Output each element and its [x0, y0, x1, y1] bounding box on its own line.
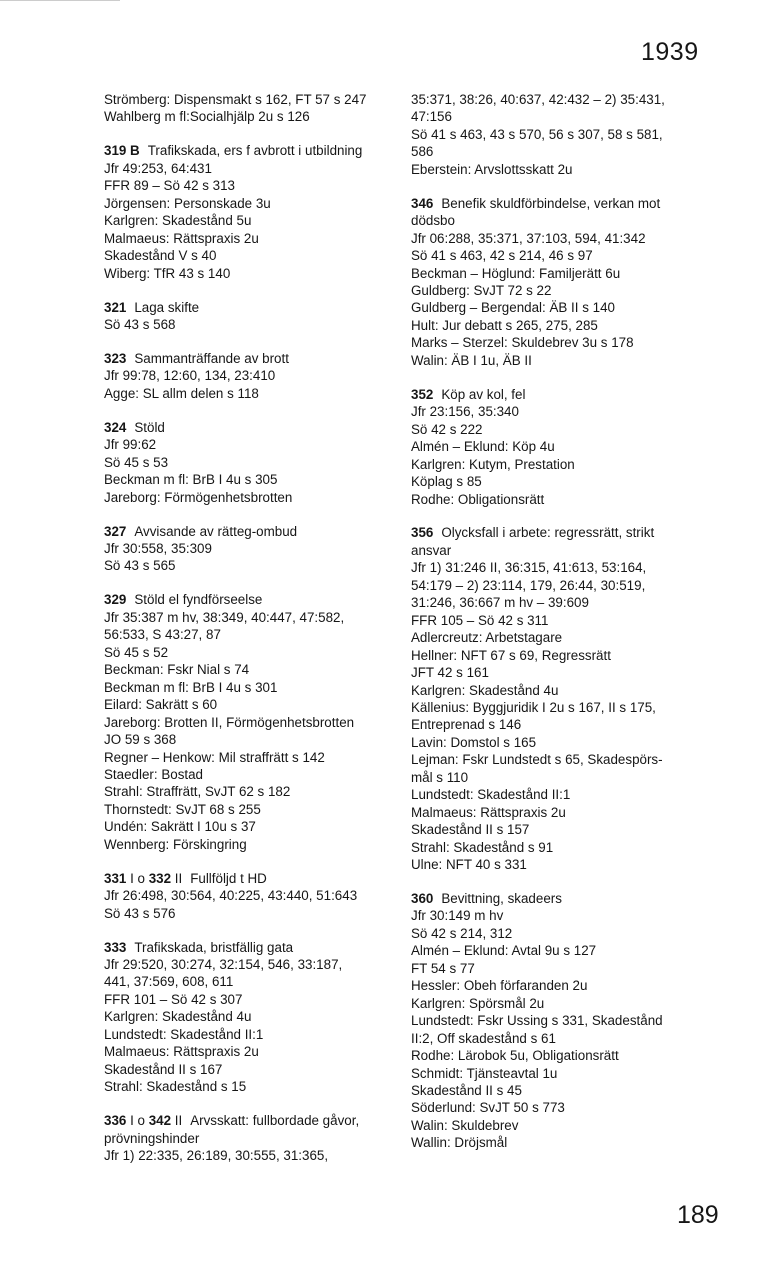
reference-line: 35:371, 38:26, 40:637, 42:432 – 2) 35:431, — [411, 92, 665, 107]
case-number: 360 — [411, 891, 434, 907]
index-entry — [411, 524, 721, 873]
reference-line: Almén – Eklund: Köp 4u — [411, 439, 555, 455]
reference-line: Hellner: NFT 67 s 69, Regressrätt — [411, 647, 611, 663]
reference-line: Marks – Sterzel: Skuldebrev 3u s 178 — [411, 335, 634, 351]
index-entry — [411, 91, 721, 178]
reference-line: Strahl: Straffrätt, SvJT 62 s 182 — [104, 784, 291, 800]
reference-line: Söderlund: SvJT 50 s 773 — [411, 1100, 565, 1116]
reference-line: Walin: ÄB I 1u, ÄB II — [411, 352, 532, 368]
reference-line: Sö 43 s 576 — [104, 905, 176, 921]
case-number: 331 — [104, 870, 127, 886]
reference-line: Hessler: Obeh förfaranden 2u — [411, 978, 588, 994]
reference-line: Strömberg: Dispensmakt s 162, FT 57 s 247 — [104, 92, 367, 107]
section-marker: II — [171, 1113, 183, 1129]
reference-line: Lejman: Fskr Lundstedt s 65, Skadespörs- — [411, 752, 663, 768]
reference-line: Sö 41 s 463, 43 s 570, 56 s 307, 58 s 581, — [411, 126, 663, 142]
reference-line: Jfr 29:520, 30:274, 32:154, 546, 33:187, — [104, 957, 343, 973]
entry-title: Sammanträffande av brott — [134, 350, 289, 366]
index-entry — [104, 142, 414, 282]
case-number: 319 B — [104, 143, 140, 159]
reference-line: Lavin: Domstol s 165 — [411, 734, 537, 750]
reference-line: Beckman: Fskr Nial s 74 — [104, 662, 250, 678]
case-number: 346 — [411, 195, 434, 211]
reference-line: Malmaeus: Rättspraxis 2u — [411, 804, 566, 820]
reference-line: Wallin: Dröjsmål — [411, 1135, 508, 1151]
reference-line: Walin: Skuldebrev — [411, 1117, 519, 1133]
reference-line: FFR 89 – Sö 42 s 313 — [104, 178, 236, 194]
case-number: 333 — [104, 939, 127, 955]
reference-line: Jareborg: Förmögenhetsbrotten — [104, 489, 293, 505]
reference-line: Sö 41 s 463, 42 s 214, 46 s 97 — [411, 248, 593, 264]
reference-line: Rodhe: Obligationsrätt — [411, 491, 545, 507]
left-column — [104, 91, 414, 1181]
reference-line: Ulne: NFT 40 s 331 — [411, 857, 527, 873]
reference-line: Lundstedt: Skadestånd II:1 — [411, 787, 571, 803]
reference-line: Köplag s 85 — [411, 474, 482, 490]
reference-line: Jfr 23:156, 35:340 — [411, 404, 519, 420]
reference-line: Karlgren: Skadestånd 4u — [104, 1009, 252, 1025]
reference-line: Undén: Sakrätt I 10u s 37 — [104, 819, 256, 835]
index-entry — [104, 591, 414, 853]
reference-line: JO 59 s 368 — [104, 732, 177, 748]
reference-line: Guldberg – Bergendal: ÄB II s 140 — [411, 300, 615, 316]
entry-heading — [104, 142, 414, 159]
index-entry — [104, 1112, 414, 1164]
index-entry — [411, 890, 721, 1152]
reference-line: Sö 42 s 214, 312 — [411, 925, 513, 941]
entry-title: Trafikskada, ers f avbrott i utbildning — [147, 143, 363, 159]
reference-line: Strahl: Skadestånd s 15 — [104, 1079, 247, 1095]
reference-line: Karlgren: Skadestånd 4u — [411, 682, 559, 698]
reference-line: Skadestånd II s 45 — [411, 1083, 522, 1099]
entry-heading — [104, 523, 414, 540]
reference-line: Jfr 99:78, 12:60, 134, 23:410 — [104, 368, 276, 384]
entry-title: Trafikskada, bristfällig gata — [134, 939, 294, 955]
entry-title: Stöld — [134, 419, 165, 435]
index-entry — [104, 870, 414, 922]
reference-line: Beckman – Höglund: Familjerätt 6u — [411, 265, 621, 281]
reference-line: Jfr 1) 31:246 II, 36:315, 41:613, 53:164, — [411, 560, 647, 576]
reference-line: Sö 43 s 568 — [104, 316, 176, 332]
reference-line: Guldberg: SvJT 72 s 22 — [411, 283, 552, 299]
entry-heading — [104, 350, 414, 367]
index-entry — [104, 299, 414, 334]
index-entry — [104, 350, 414, 402]
reference-line: Almén – Eklund: Avtal 9u s 127 — [411, 943, 597, 959]
reference-line: Beckman m fl: BrB I 4u s 305 — [104, 472, 278, 488]
reference-line: Adlercreutz: Arbetstagare — [411, 630, 563, 646]
reference-line: Wahlberg m fl:Socialhjälp 2u s 126 — [104, 109, 310, 125]
reference-line: II:2, Off skadestånd s 61 — [411, 1030, 556, 1046]
entry-title: Köp av kol, fel — [441, 386, 526, 402]
case-number: 329 — [104, 592, 127, 608]
page-number: 189 — [677, 1201, 719, 1229]
reference-line: Skadestånd V s 40 — [104, 248, 217, 264]
index-entry — [104, 523, 414, 575]
reference-line: Jfr 26:498, 30:564, 40:225, 43:440, 51:643 — [104, 888, 358, 904]
reference-line: 586 — [411, 144, 434, 160]
reference-line: Regner – Henkow: Mil straffrätt s 142 — [104, 749, 325, 765]
index-entry — [411, 386, 721, 508]
reference-line: Agge: SL allm delen s 118 — [104, 385, 259, 401]
index-entry — [104, 939, 414, 1096]
reference-line: Lundstedt: Fskr Ussing s 331, Skadestånd — [411, 1013, 663, 1029]
reference-line: Eberstein: Arvslottsskatt 2u — [411, 161, 573, 177]
reference-line: mål s 110 — [411, 769, 469, 785]
reference-line: Beckman m fl: BrB I 4u s 301 — [104, 679, 278, 695]
entry-heading — [411, 524, 721, 541]
entry-heading — [104, 1112, 414, 1129]
reference-line: JFT 42 s 161 — [411, 665, 489, 681]
entry-heading — [411, 890, 721, 907]
reference-line: ansvar — [411, 542, 452, 558]
entry-heading — [104, 591, 414, 608]
entry-heading — [104, 870, 414, 887]
reference-line: Sö 42 s 222 — [411, 421, 483, 437]
reference-line: Sö 45 s 53 — [104, 454, 169, 470]
entry-title: Benefik skuldförbindelse, verkan mot — [441, 195, 661, 211]
reference-line: Karlgren: Skadestånd 5u — [104, 213, 252, 229]
reference-line: Jörgensen: Personskade 3u — [104, 195, 271, 211]
reference-line: Hult: Jur debatt s 265, 275, 285 — [411, 317, 598, 333]
reference-line: Wiberg: TfR 43 s 140 — [104, 265, 231, 281]
reference-line: dödsbo — [411, 213, 455, 229]
reference-line: Jareborg: Brotten II, Förmögenhetsbrotten — [104, 714, 355, 730]
entry-title: Stöld el fyndförseelse — [134, 592, 263, 608]
reference-line: Malmaeus: Rättspraxis 2u — [104, 230, 259, 246]
reference-line: Sö 45 s 52 — [104, 644, 169, 660]
case-number: 332 — [148, 870, 172, 886]
reference-line: prövningshinder — [104, 1130, 200, 1146]
reference-line: FFR 101 – Sö 42 s 307 — [104, 991, 243, 1007]
page-year-header: 1939 — [641, 38, 699, 66]
case-number: 336 — [104, 1113, 127, 1129]
case-number: 352 — [411, 386, 434, 402]
reference-line: Skadestånd II s 167 — [104, 1061, 223, 1077]
case-number: 321 — [104, 299, 127, 315]
section-marker: I o — [126, 1113, 149, 1129]
reference-line: Jfr 06:288, 35:371, 37:103, 594, 41:342 — [411, 230, 646, 246]
reference-line: FFR 105 – Sö 42 s 311 — [411, 612, 549, 628]
entry-heading — [411, 195, 721, 212]
case-number: 324 — [104, 419, 127, 435]
reference-line: Karlgren: Spörsmål 2u — [411, 995, 545, 1011]
reference-line: 31:246, 36:667 m hv – 39:609 — [411, 595, 589, 611]
reference-line: Jfr 35:387 m hv, 38:349, 40:447, 47:582, — [104, 609, 345, 625]
scan-edge-line — [0, 0, 120, 1]
index-entry — [104, 419, 414, 506]
reference-line: Lundstedt: Skadestånd II:1 — [104, 1026, 264, 1042]
reference-line: Karlgren: Kutym, Prestation — [411, 456, 575, 472]
section-marker: II — [171, 870, 183, 886]
reference-line: Wennberg: Förskingring — [104, 836, 247, 852]
entry-title: Laga skifte — [134, 299, 200, 315]
reference-line: Rodhe: Lärobok 5u, Obligationsrätt — [411, 1048, 619, 1064]
entry-title: Fullföljd t HD — [190, 870, 267, 886]
reference-line: Jfr 1) 22:335, 26:189, 30:555, 31:365, — [104, 1148, 329, 1164]
reference-line: Schmidt: Tjänsteavtal 1u — [411, 1065, 558, 1081]
reference-line: Jfr 30:558, 35:309 — [104, 541, 212, 557]
reference-line: Sö 43 s 565 — [104, 558, 176, 574]
case-number: 327 — [104, 523, 127, 539]
case-number: 356 — [411, 525, 434, 541]
reference-line: 47:156 — [411, 109, 452, 125]
entry-heading — [411, 386, 721, 403]
case-number: 342 — [148, 1113, 172, 1129]
reference-line: Källenius: Byggjuridik I 2u s 167, II s 175, — [411, 700, 656, 715]
index-entry — [104, 91, 414, 126]
index-entry — [411, 195, 721, 370]
right-column — [411, 91, 721, 1168]
reference-line: Skadestånd II s 157 — [411, 822, 530, 838]
entry-heading — [104, 299, 414, 316]
entry-title: Olycksfall i arbete: regressrätt, strikt — [441, 525, 655, 541]
reference-line: Entreprenad s 146 — [411, 717, 522, 733]
reference-line: Staedler: Bostad — [104, 766, 204, 782]
reference-line: Jfr 99:62 — [104, 437, 157, 453]
reference-line: Strahl: Skadestånd s 91 — [411, 839, 554, 855]
section-marker: I o — [126, 870, 149, 886]
entry-title: Avvisande av rätteg-ombud — [134, 523, 298, 539]
case-number: 323 — [104, 350, 127, 366]
reference-line: Malmaeus: Rättspraxis 2u — [104, 1044, 259, 1060]
entry-heading — [104, 419, 414, 436]
reference-line: Eilard: Sakrätt s 60 — [104, 697, 218, 713]
reference-line: FT 54 s 77 — [411, 960, 475, 976]
reference-line: 441, 37:569, 608, 611 — [104, 974, 234, 990]
reference-line: Jfr 30:149 m hv — [411, 908, 504, 924]
entry-title: Arvsskatt: fullbordade gåvor, — [190, 1113, 360, 1129]
entry-title: Bevittning, skadeers — [441, 891, 562, 907]
reference-line: 54:179 – 2) 23:114, 179, 26:44, 30:519, — [411, 577, 646, 593]
entry-heading — [104, 939, 414, 956]
reference-line: Thornstedt: SvJT 68 s 255 — [104, 801, 261, 817]
reference-line: 56:533, S 43:27, 87 — [104, 627, 221, 643]
reference-line: Jfr 49:253, 64:431 — [104, 160, 212, 176]
